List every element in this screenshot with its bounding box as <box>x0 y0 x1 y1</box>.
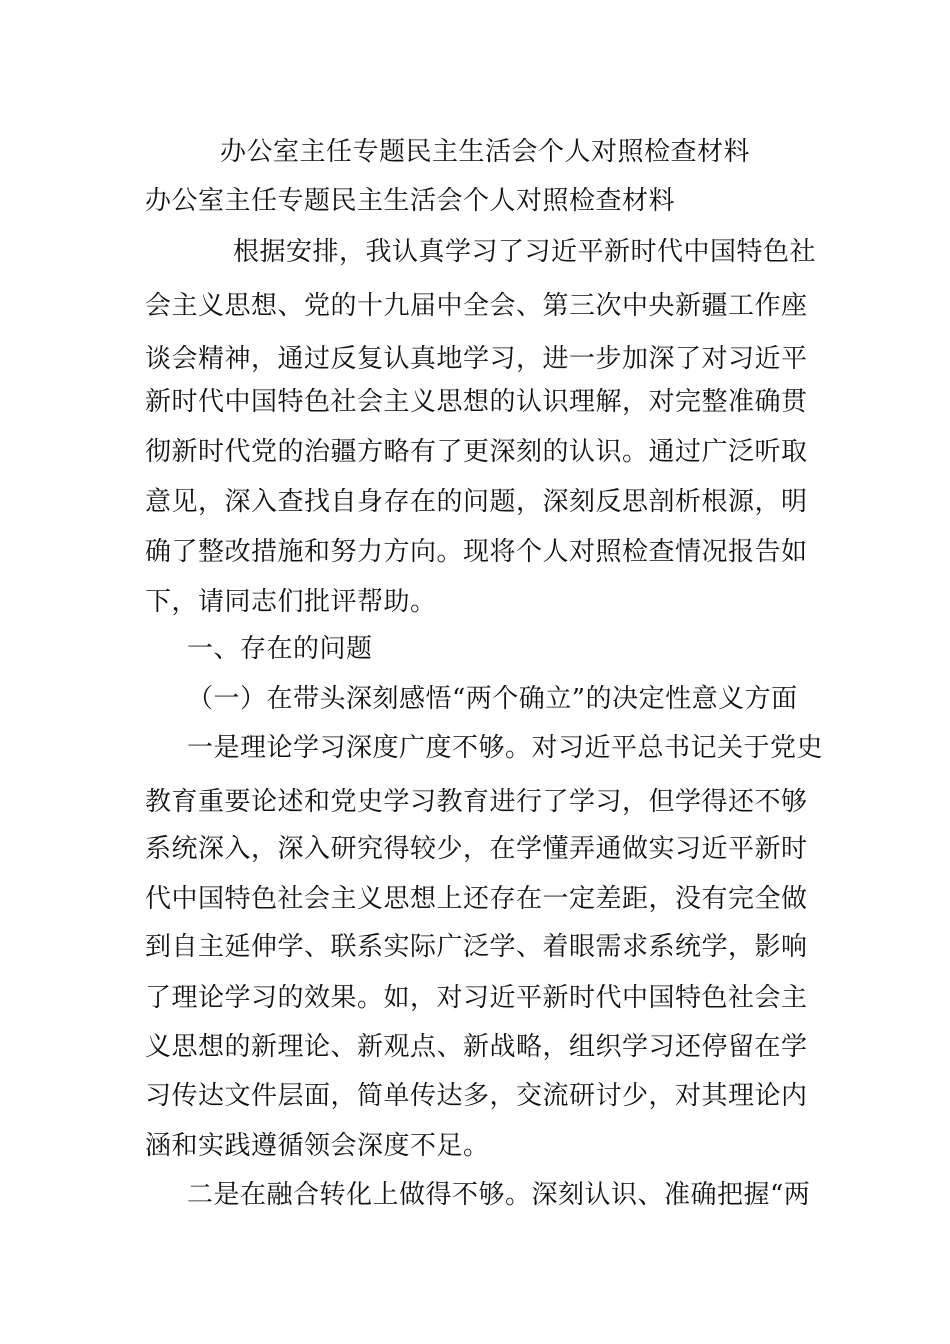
point1-line: 教育重要论述和党史学习教育进行了学习，但学得还不够 <box>145 787 808 817</box>
point1-line: 一是理论学习深度广度不够。对习近平总书记关于党史 <box>187 733 824 763</box>
point1-line: 代中国特色社会主义思想上还存在一定差距，没有完全做 <box>145 884 808 914</box>
document-title: 办公室主任专题民主生活会个人对照检查材料 <box>220 137 751 167</box>
point1-line: 了理论学习的效果。如，对习近平新时代中国特色社会主 <box>145 983 808 1013</box>
intro-line: 根据安排，我认真学习了习近平新时代中国特色社 <box>233 237 817 267</box>
point1-line: 到自主延伸学、联系实际广泛学、着眼需求系统学，影响 <box>145 932 808 962</box>
intro-line: 会主义思想、党的十九届中全会、第三次中央新疆工作座 <box>145 291 808 321</box>
subsection-heading: （一）在带头深刻感悟“两个确立”的决定性意义方面 <box>187 684 798 714</box>
document-subtitle: 办公室主任专题民主生活会个人对照检查材料 <box>145 186 676 216</box>
point1-line: 涵和实践遵循领会深度不足。 <box>145 1131 490 1161</box>
point1-line: 义思想的新理论、新观点、新战略，组织学习还停留在学 <box>145 1032 808 1062</box>
intro-line: 新时代中国特色社会主义思想的认识理解，对完整准确贯 <box>145 387 808 417</box>
point1-line: 系统深入，深入研究得较少，在学懂弄通做实习近平新时 <box>145 834 808 864</box>
point1-line: 习传达文件层面，简单传达多，交流研讨少，对其理论内 <box>145 1081 808 1111</box>
intro-line: 下，请同志们批评帮助。 <box>145 587 437 617</box>
section-heading: 一、存在的问题 <box>187 634 373 664</box>
intro-line: 谈会精神，通过反复认真地学习，进一步加深了对习近平 <box>145 344 808 374</box>
point2-line: 二是在融合转化上做得不够。深刻认识、准确把握“两 <box>187 1180 811 1210</box>
intro-line: 意见，深入查找自身存在的问题，深刻反思剖析根源，明 <box>145 487 808 517</box>
intro-line: 彻新时代党的治疆方略有了更深刻的认识。通过广泛听取 <box>145 437 808 467</box>
intro-line: 确了整改措施和努力方向。现将个人对照检查情况报告如 <box>145 537 808 567</box>
